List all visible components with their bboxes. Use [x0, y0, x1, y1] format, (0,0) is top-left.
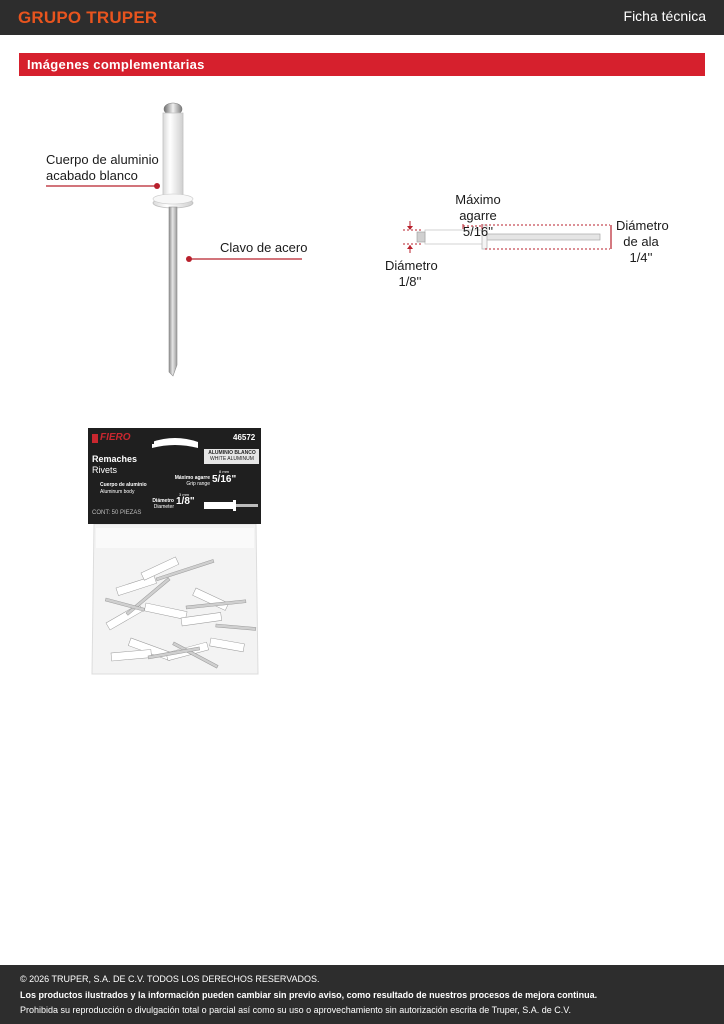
- package-brand: FIERO: [100, 432, 131, 443]
- diameter-callout: [385, 258, 438, 290]
- package-diam: [146, 498, 174, 510]
- rivet-figure: [40, 95, 320, 385]
- package-grip-en: Grip range: [186, 481, 210, 487]
- package-grip-value: 5/16": [212, 474, 237, 485]
- brand-logo: GRUPO TRUPER: [18, 8, 158, 27]
- flange-value: 1/4'': [629, 250, 653, 265]
- package-grip-mm: 8 mm: [219, 469, 229, 474]
- diameter-value: 1/8'': [398, 274, 422, 289]
- package-diam-mm: 3 mm: [179, 492, 189, 497]
- footer: [0, 965, 724, 1024]
- package-diam-value: 1/8": [176, 496, 195, 507]
- package-name: [92, 454, 137, 476]
- package-body-es: Cuerpo de aluminio: [100, 482, 147, 488]
- package-finish-en: WHITE ALUMINUM: [210, 456, 254, 462]
- flange-label-2: de ala: [623, 234, 659, 249]
- footer-prohibition: Prohibida su reproducción o divulgación total o parcial así como su uso o aprovechamiento sin autorización escrita de Truper, S.A. de C.V.: [20, 1005, 571, 1015]
- diameter-label: Diámetro: [385, 258, 438, 273]
- package-finish: [206, 450, 258, 462]
- callout-body-line-2: acabado blanco: [46, 168, 138, 183]
- callout-nail: Clavo de acero: [220, 240, 308, 255]
- footer-notice: Los productos ilustrados y la información pueden cambiar sin previo aviso, como resultado de nuestros procesos de mejora continua.: [20, 990, 598, 1000]
- flange-callout: [616, 218, 669, 266]
- grip-callout: [440, 192, 516, 240]
- document-type: Ficha técnica: [623, 8, 706, 24]
- package-figure: [86, 428, 264, 678]
- section-title: Imágenes complementarias: [27, 57, 205, 72]
- package-grip-es: Máximo agarre: [174, 475, 210, 481]
- package-finish-es: ALUMINIO BLANCO: [208, 450, 256, 456]
- dimension-figure: [385, 188, 685, 293]
- package-body-en: Aluminum body: [100, 489, 135, 495]
- package-name-en: Rivets: [92, 465, 118, 475]
- package-contents: CONT: 50 PIEZAS: [92, 510, 142, 516]
- grip-value: 5/16'': [462, 224, 494, 239]
- footer-copyright: © 2026 TRUPER, S.A. DE C.V. TODOS LOS DERECHOS RESERVADOS.: [20, 974, 320, 984]
- package-body: [100, 482, 147, 496]
- callout-body: [46, 152, 159, 184]
- package-grip: [174, 475, 210, 487]
- section-header: [19, 53, 705, 76]
- flange-label-1: Diámetro: [616, 218, 669, 233]
- package-diam-es: Diámetro: [152, 498, 174, 504]
- callout-body-line-1: Cuerpo de aluminio: [46, 152, 159, 167]
- top-bar: [0, 0, 724, 35]
- package-name-es: Remaches: [92, 454, 138, 464]
- grip-label: Máximo agarre: [455, 192, 501, 223]
- package-code: 46572: [233, 433, 256, 442]
- package-diam-en: Diameter: [153, 504, 174, 510]
